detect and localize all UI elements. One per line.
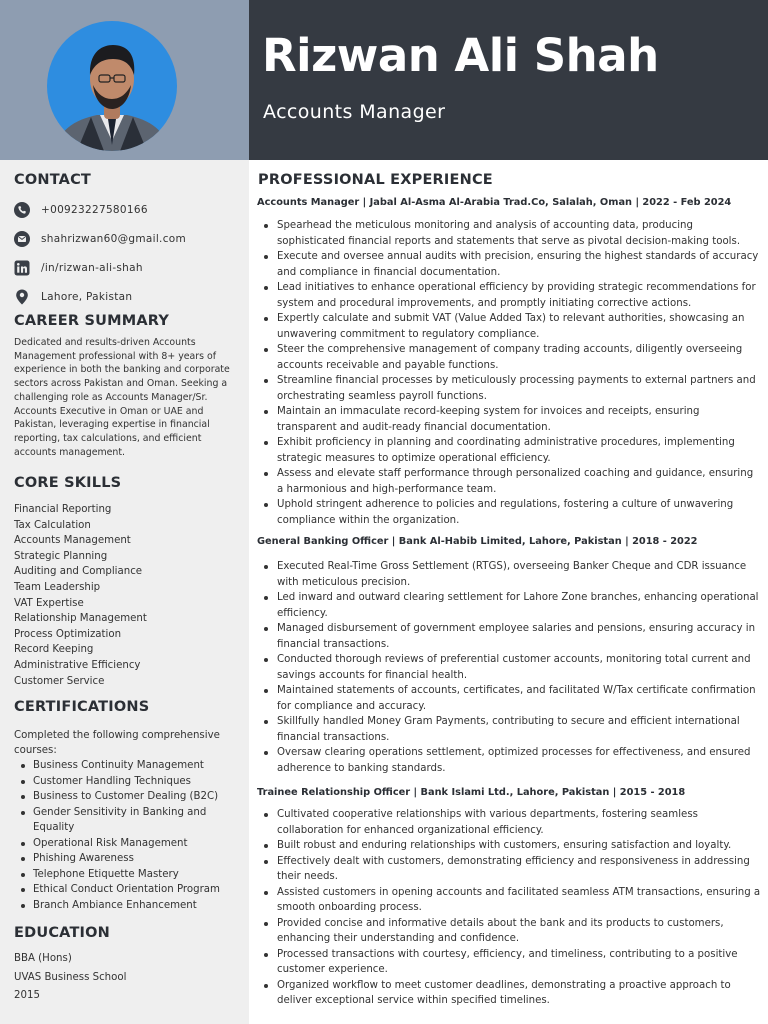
linkedin-handle[interactable]: /in/rizwan-ali-shah bbox=[41, 262, 143, 274]
skill-item: Record Keeping bbox=[14, 644, 94, 656]
job-bullet: Organized workflow to meet customer deadlines, demonstrating a proactive approach to deliver exceptional service within specified timelines. bbox=[262, 978, 762, 1009]
skill-item: Accounts Management bbox=[14, 535, 131, 547]
certification-item: Operational Risk Management bbox=[20, 836, 238, 852]
certifications-intro: Completed the following comprehensive courses: bbox=[14, 730, 220, 757]
job-bullet: Cultivated cooperative relationships with various departments, fostering seamless collaboration for enhanced organizational efficiency. bbox=[262, 807, 762, 838]
job-header-general-banking-officer: General Banking Officer | Bank Al-Habib Limited, Lahore, Pakistan | 2018 - 2022 bbox=[257, 536, 698, 547]
person-portrait-icon bbox=[47, 21, 177, 151]
certification-item: Gender Sensitivity in Banking and Equality bbox=[20, 805, 238, 836]
job-bullet: Assess and elevate staff performance through personalized coaching and guidance, ensuring a harmonious and high-performance team. bbox=[262, 466, 762, 497]
certification-item: Business to Customer Dealing (B2C) bbox=[20, 789, 238, 805]
job-header-trainee-relationship-officer: Trainee Relationship Officer | Bank Islami Ltd., Lahore, Pakistan | 2015 - 2018 bbox=[257, 787, 686, 798]
education-heading: EDUCATION bbox=[14, 925, 111, 941]
email-address[interactable]: shahrizwan60@gmail.com bbox=[41, 233, 187, 245]
contact-email bbox=[13, 229, 187, 249]
contact-phone bbox=[13, 200, 148, 220]
skill-item: Team Leadership bbox=[14, 581, 101, 593]
core-skills-list bbox=[14, 502, 147, 689]
skill-item: Tax Calculation bbox=[14, 519, 91, 531]
job-bullet: Exhibit proficiency in planning and coordinating administrative procedures, implementing strategic measures to optimize operational efficiency. bbox=[262, 435, 762, 466]
job-bullet: Conducted thorough reviews of preferential customer accounts, monitoring total current and savings accounts for financial health. bbox=[262, 652, 762, 683]
job-bullet: Lead initiatives to enhance operational efficiency by providing strategic recommendations for system and procedural improvements, and promptly initiating corrective actions. bbox=[262, 280, 762, 311]
certification-item: Phishing Awareness bbox=[20, 851, 238, 867]
job-bullet: Execute and oversee annual audits with precision, ensuring the highest standards of accuracy and compliance in financial documentation. bbox=[262, 249, 762, 280]
education-list bbox=[14, 950, 126, 1006]
profile-photo bbox=[47, 21, 177, 151]
location-text: Lahore, Pakistan bbox=[41, 291, 133, 303]
job-bullets-general-banking-officer bbox=[262, 559, 762, 776]
skill-item: Relationship Management bbox=[14, 613, 147, 625]
career-summary-text: Dedicated and results-driven Accounts Management professional with 8+ years of experience in both the banking and corporate sectors across Pakistan and Oman. Seeking a challenging role as Accounts Manager/Sr. Accounts Executive in Oman or UAE and Pakistan, leveraging expertise in financial reporting, tax calculations, and efficient accounts management. bbox=[14, 337, 230, 458]
job-bullet: Maintained statements of accounts, certificates, and facilitated W/Tax certificate confirmation for compliance and accuracy. bbox=[262, 683, 762, 714]
certification-item: Branch Ambiance Enhancement bbox=[20, 898, 238, 914]
job-bullet: Effectively dealt with customers, demonstrating efficiency and responsiveness in addressing their needs. bbox=[262, 854, 762, 885]
certifications-heading: CERTIFICATIONS bbox=[14, 699, 150, 715]
job-bullet: Steer the comprehensive management of company trading accounts, diligently overseeing accounts receivable and payable functions. bbox=[262, 342, 762, 373]
skill-item: Customer Service bbox=[14, 675, 105, 687]
certification-item: Ethical Conduct Orientation Program bbox=[20, 882, 238, 898]
job-bullets-accounts-manager bbox=[262, 218, 762, 528]
job-bullet: Led inward and outward clearing settlement for Lahore Zone branches, enhancing operational efficiency. bbox=[262, 590, 762, 621]
email-icon bbox=[13, 231, 30, 248]
job-bullet: Streamline financial processes by meticulously processing payments to external partners and orchestrating seamless payroll functions. bbox=[262, 373, 762, 404]
skill-item: Process Optimization bbox=[14, 628, 122, 640]
location-pin-icon bbox=[13, 289, 30, 306]
skill-item: Administrative Efficiency bbox=[14, 659, 141, 671]
skill-item: Financial Reporting bbox=[14, 504, 112, 515]
education-school: UVAS Business School bbox=[14, 971, 127, 983]
certifications-list bbox=[20, 758, 238, 913]
education-degree: BBA (Hons) bbox=[14, 953, 72, 964]
job-bullet: Processed transactions with courtesy, efficiency, and timeliness, contributing to a positive customer experience. bbox=[262, 947, 762, 978]
linkedin-icon bbox=[13, 260, 30, 277]
experience-heading: PROFESSIONAL EXPERIENCE bbox=[258, 172, 493, 188]
job-bullet: Assisted customers in opening accounts and facilitated seamless ATM transactions, ensuring a smooth onboarding process. bbox=[262, 885, 762, 916]
skill-item: Strategic Planning bbox=[14, 550, 108, 562]
job-bullet: Uphold stringent adherence to policies and regulations, fostering a culture of unwavering compliance within the organization. bbox=[262, 497, 762, 528]
job-bullet: Executed Real-Time Gross Settlement (RTGS), overseeing Banker Cheque and CDR issuance with meticulous precision. bbox=[262, 559, 762, 590]
job-bullet: Spearhead the meticulous monitoring and analysis of accounting data, producing sophisticated financial reports and statements that serve as pivotal decision-making tools. bbox=[262, 218, 762, 249]
skill-item: VAT Expertise bbox=[14, 597, 84, 609]
job-bullet: Oversaw clearing operations settlement, optimized processes for effectiveness, and ensured adherence to banking standards. bbox=[262, 745, 762, 776]
core-skills-heading: CORE SKILLS bbox=[14, 475, 122, 491]
candidate-title: Accounts Manager bbox=[263, 101, 446, 123]
job-bullet: Expertly calculate and submit VAT (Value Added Tax) to relevant authorities, showcasing an unwavering commitment to regulatory compliance. bbox=[262, 311, 762, 342]
contact-heading: CONTACT bbox=[14, 172, 92, 188]
certification-item: Business Continuity Management bbox=[20, 758, 238, 774]
education-year: 2015 bbox=[14, 990, 40, 1001]
job-bullets-trainee-relationship-officer bbox=[262, 807, 762, 1009]
certification-item: Customer Handling Techniques bbox=[20, 774, 238, 790]
job-bullet: Managed disbursement of government employee salaries and pensions, ensuring accuracy in financial transactions. bbox=[262, 621, 762, 652]
contact-linkedin bbox=[13, 258, 143, 278]
job-bullet: Maintain an immaculate record-keeping system for invoices and receipts, ensuring transparent and audit-ready financial documentation. bbox=[262, 404, 762, 435]
career-summary-heading: CAREER SUMMARY bbox=[14, 313, 170, 329]
candidate-name: Rizwan Ali Shah bbox=[262, 29, 659, 82]
skill-item: Auditing and Compliance bbox=[14, 566, 143, 578]
job-bullet: Built robust and enduring relationships with customers, ensuring satisfaction and loyalty. bbox=[262, 838, 762, 854]
contact-location bbox=[13, 287, 133, 307]
job-bullet: Provided concise and informative details about the bank and its products to customers, enhancing their understanding and confidence. bbox=[262, 916, 762, 947]
phone-number[interactable]: +00923227580166 bbox=[41, 204, 148, 216]
certification-item: Telephone Etiquette Mastery bbox=[20, 867, 238, 883]
phone-icon bbox=[13, 202, 30, 219]
job-header-accounts-manager: Accounts Manager | Jabal Al-Asma Al-Arabia Trad.Co, Salalah, Oman | 2022 - Feb 2024 bbox=[257, 197, 732, 208]
job-bullet: Skillfully handled Money Gram Payments, contributing to secure and efficient international financial transactions. bbox=[262, 714, 762, 745]
